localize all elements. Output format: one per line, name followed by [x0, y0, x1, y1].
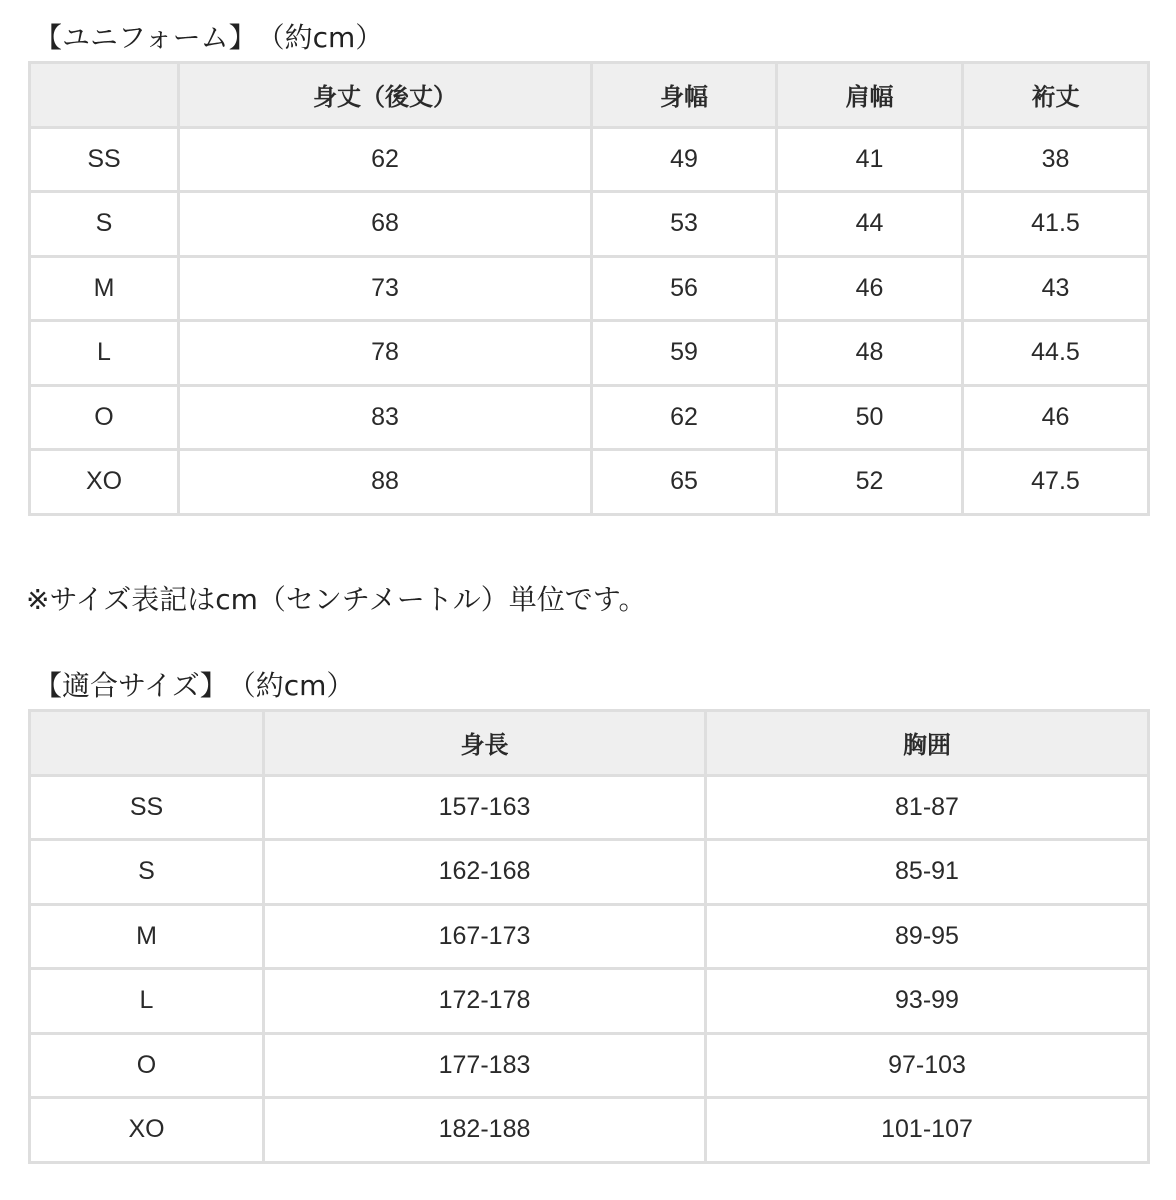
- table-row: [30, 192, 1149, 257]
- size-cell: S: [30, 192, 179, 257]
- table-cell: 65: [592, 450, 777, 515]
- table-row: [30, 775, 1149, 840]
- table-cell: 83: [179, 385, 592, 450]
- table-cell: 172-178: [264, 969, 706, 1034]
- table-cell: 50: [777, 385, 963, 450]
- table-cell: 68: [179, 192, 592, 257]
- table-cell: 157-163: [264, 775, 706, 840]
- table-cell: 47.5: [963, 450, 1149, 515]
- table-cell: 52: [777, 450, 963, 515]
- column-header: 肩幅: [777, 63, 963, 128]
- column-header: 裄丈: [963, 63, 1149, 128]
- size-cell: L: [30, 321, 179, 386]
- table-cell: 48: [777, 321, 963, 386]
- table-cell: 89-95: [706, 904, 1149, 969]
- table-row: [30, 127, 1149, 192]
- size-cell: S: [30, 840, 264, 905]
- table-cell: 46: [777, 256, 963, 321]
- table-cell: 167-173: [264, 904, 706, 969]
- table-row: [30, 450, 1149, 515]
- fit-size-table: [28, 709, 1150, 1164]
- table-cell: 38: [963, 127, 1149, 192]
- uniform-title-text: 【ユニフォーム】: [34, 21, 257, 54]
- table-cell: 44: [777, 192, 963, 257]
- column-header: 胸囲: [706, 711, 1149, 776]
- table-cell: 44.5: [963, 321, 1149, 386]
- table-cell: 62: [592, 385, 777, 450]
- fit-table-title: [34, 666, 354, 706]
- size-cell: M: [30, 904, 264, 969]
- column-header: 身丈（後丈）: [179, 63, 592, 128]
- table-cell: 62: [179, 127, 592, 192]
- table-cell: 162-168: [264, 840, 706, 905]
- fit-unit-text: （約cm）: [241, 669, 355, 702]
- column-header: 身幅: [592, 63, 777, 128]
- column-header: 身長: [264, 711, 706, 776]
- table-row: [30, 840, 1149, 905]
- size-cell: XO: [30, 450, 179, 515]
- column-header: [30, 711, 264, 776]
- table-cell: 46: [963, 385, 1149, 450]
- size-cell: M: [30, 256, 179, 321]
- table-row: [30, 969, 1149, 1034]
- table-row: [30, 1033, 1149, 1098]
- table-cell: 101-107: [706, 1098, 1149, 1163]
- size-cell: SS: [30, 775, 264, 840]
- table-cell: 93-99: [706, 969, 1149, 1034]
- unit-note: ※サイズ表記はcm（センチメートル）単位です。: [26, 583, 647, 616]
- table-cell: 88: [179, 450, 592, 515]
- size-cell: XO: [30, 1098, 264, 1163]
- size-cell: SS: [30, 127, 179, 192]
- size-cell: O: [30, 1033, 264, 1098]
- table-row: [30, 1098, 1149, 1163]
- fit-title-text: 【適合サイズ】: [34, 669, 228, 702]
- table-cell: 85-91: [706, 840, 1149, 905]
- table-cell: 41: [777, 127, 963, 192]
- table-cell: 59: [592, 321, 777, 386]
- table-row: [30, 256, 1149, 321]
- table-cell: 43: [963, 256, 1149, 321]
- column-header: [30, 63, 179, 128]
- table-row: [30, 904, 1149, 969]
- uniform-table-title: [34, 18, 383, 58]
- table-cell: 56: [592, 256, 777, 321]
- size-cell: O: [30, 385, 179, 450]
- table-row: [30, 321, 1149, 386]
- table-cell: 41.5: [963, 192, 1149, 257]
- table-cell: 49: [592, 127, 777, 192]
- table-cell: 78: [179, 321, 592, 386]
- table-cell: 97-103: [706, 1033, 1149, 1098]
- table-header-row: [30, 711, 1149, 776]
- table-header-row: [30, 63, 1149, 128]
- uniform-size-table: [28, 61, 1150, 516]
- table-cell: 81-87: [706, 775, 1149, 840]
- table-cell: 177-183: [264, 1033, 706, 1098]
- size-cell: L: [30, 969, 264, 1034]
- uniform-unit-text: （約cm）: [270, 21, 384, 54]
- table-cell: 73: [179, 256, 592, 321]
- table-cell: 182-188: [264, 1098, 706, 1163]
- table-row: [30, 385, 1149, 450]
- table-cell: 53: [592, 192, 777, 257]
